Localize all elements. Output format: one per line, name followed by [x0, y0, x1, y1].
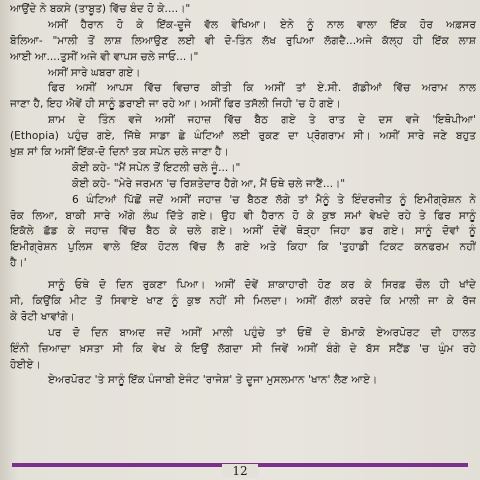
text-line: ਆਉਂਦੇ ਨੇ ਬਕਸੇ (ਤਾਬੂਤ) ਵਿੱਚ ਬੰਦ ਹੋ ਕੇ....।" [10, 3, 191, 15]
text-line: ਆਈ ਆ....ਤੁਸੀਂ ਅਜੇ ਵੀ ਵਾਪਸ ਚਲੇ ਜਾਓ...।" [10, 50, 199, 63]
text-line: ਹੋਈਏ। [10, 358, 41, 371]
text-line: ਇਕੱਲੇ ਛੱਡ ਕੇ ਜਹਾਜ਼ ਵਿੱਚ ਬੈਠ ਕੇ ਚਲੇ ਗਏ। ਅਸੀਂ ਦੋਵੇਂ ਥੋੜ੍ਹਾ ਜਿਹਾ ਡਰ ਗਏ। ਸਾਨੂੰ ਦੋਵਾਂ ਨੂੰ [10, 225, 476, 238]
text-line: ਏਅਰਪੋਰਟ 'ਤੇ ਸਾਨੂੰ ਇੱਕ ਪੰਜਾਬੀ ਏਜੰਟ 'ਰਾਜੇਸ਼' ਤੇ ਦੂਜਾ ਮੁਸਲਮਾਨ 'ਖਾਨ' ਲੈਣ ਆਏ। [48, 374, 378, 387]
text-line: ਰੋਕ ਲਿਆ, ਬਾਕੀ ਸਾਰੇ ਅੱਗੇ ਲੰਘ ਦਿੱਤੇ ਗਏ। ਉਹ ਵੀ ਹੈਰਾਨ ਹੋ ਕੇ ਕੁਝ ਸਮਾਂ ਵੇਖਦੇ ਰਹੇ ਤੇ ਫਿਰ ਸਾਨੂੰ [10, 209, 476, 222]
text-line: ਸੀ, ਕਿਉਂਕਿ ਮੀਟ ਤੋਂ ਸਿਵਾਏ ਖਾਣ ਨੂੰ ਕੁਝ ਨਹੀਂ ਸੀ ਮਿਲਦਾ। ਅਸੀਂ ਗੱਲਾਂ ਕਰਦੇ ਕਿ ਮਾਲੀ ਜਾ ਕੇ ਰੱਜ [10, 295, 476, 308]
text-line: ਅਸੀਂ ਸਾਰੇ ਘਬਰਾ ਗਏ। [48, 66, 141, 79]
body-text [10, 2, 476, 389]
text-line: ਸਾਨੂੰ ਓਥੇ ਦੋ ਦਿਨ ਰੁਕਣਾ ਪਿਆ। ਅਸੀਂ ਦੋਵੇਂ ਸ਼ਾਕਾਹਾਰੀ ਹੋਣ ਕਰ ਕੇ ਸਿਰਫ਼ ਚੌਲ ਹੀ ਖਾਂਦੇ [48, 279, 476, 292]
text-line: ਬੋਲਿਆ- "ਮਾਲੀ ਤੋਂ ਲਾਸ਼ ਲਿਆਉਣ ਲਈ ਵੀ ਦੋ-ਤਿੰਨ ਲੱਖ ਰੁਪਿਆ ਲੱਗਦੈ...ਅਜੇ ਕੱਲ੍ਹ ਹੀ ਇੱਕ ਲਾਸ਼ [10, 34, 476, 47]
text-line: ਕੋਈ ਕਹੇ- "ਮੈਂ ਸਪੇਨ ਤੋਂ ਇਟਲੀ ਚਲੇ ਜੂੰ...।" [72, 161, 241, 174]
text-line: ਫਿਰ ਅਸੀਂ ਆਪਸ ਵਿੱਚ ਵਿਚਾਰ ਕੀਤੀ ਕਿ ਅਸੀਂ ਤਾਂ ਏ.ਸੀ. ਗੱਡੀਆਂ ਵਿੱਚ ਅਰਾਮ ਨਾਲ [48, 82, 476, 95]
text-line: (Ethopia) ਪਹੁੰਚ ਗਏ, ਜਿੱਥੇ ਸਾਡਾ ਛੇ ਘੰਟਿਆਂ ਲਈ ਰੁਕਣ ਦਾ ਪ੍ਰੋਗਰਾਮ ਸੀ। ਅਸੀਂ ਸਾਰੇ ਜਣੇ ਬਹੁਤ [10, 130, 476, 143]
text-line: ਖ਼ੁਸ਼ ਸਾਂ ਕਿ ਅਸੀਂ ਇੱਕ-ਦੋ ਦਿਨਾਂ ਤਕ ਸਪੇਨ ਚਲੇ ਜਾਣਾ ਹੈ। [10, 146, 229, 159]
text-line: 6 ਘੰਟਿਆਂ ਪਿੱਛੋਂ ਜਦੋਂ ਅਸੀਂ ਜਹਾਜ਼ 'ਚ ਬੈਠਣ ਲੱਗੇ ਤਾਂ ਮੈਨੂੰ ਤੇ ਇੰਦਰਜੀਤ ਨੂੰ ਇਮੀਗ੍ਰੇਸ਼ਨ ਨੇ [72, 193, 476, 206]
text-line: ਇਮੀਗ੍ਰੇਸ਼ਨ ਪੁਲਿਸ ਵਾਲੇ ਇੱਕ ਹੋਟਲ ਵਿੱਚ ਲੈ ਗਏ ਅਤੇ ਕਿਹਾ ਕਿ 'ਤੁਹਾਡੀ ਟਿਕਟ ਕਨਫਰਮ ਨਹੀਂ [10, 241, 476, 254]
text-line: ਕੋਈ ਕਹੇ- "ਮੇਰੇ ਜਰਮਨ 'ਚ ਰਿਸ਼ਤੇਦਾਰ ਹੈਗੇ ਆ, ਮੈਂ ਓਥੇ ਚਲੇ ਜਾਣੈਂ...।" [72, 177, 346, 190]
text-line: ਸ਼ਾਮ ਦੇ ਤਿੰਨ ਵਜੇ ਅਸੀਂ ਜਹਾਜ਼ ਵਿੱਚ ਬੈਠ ਗਏ ਤੇ ਰਾਤ ਦੇ ਦਸ ਵਜੇ 'ਇਥੋਪੀਆ' [48, 114, 476, 127]
page-number [0, 460, 480, 479]
text-line: ਹੈ।' [10, 257, 27, 270]
page-footer [0, 454, 480, 480]
text-line: ਕੇ ਰੋਟੀ ਖਾਵਾਂਗੇ। [10, 310, 75, 323]
text-line: ਪਰ ਦੋ ਦਿਨ ਬਾਅਦ ਜਦੋਂ ਅਸੀਂ ਮਾਲੀ ਪਹੁੰਚੇ ਤਾਂ ਓਥੋਂ ਦੇ ਬੋਮਾਕੋ ਏਅਰਪੋਰਟ ਦੀ ਹਾਲਤ [48, 326, 476, 339]
page-number-label: 12 [222, 464, 257, 478]
text-line: ਇੰਨੀ ਜ਼ਿਆਦਾ ਖ਼ਸਤਾ ਸੀ ਕਿ ਵੇਖ ਕੇ ਇਉਂ ਲੱਗਦਾ ਸੀ ਜਿਵੇਂ ਅਸੀਂ ਬੰਗੇ ਦੇ ਬੱਸ ਸਟੈਂਡ 'ਚ ਘੁੰਮ ਰਹੇ [10, 342, 476, 355]
text-line: ਜਾਣਾ ਹੈ, ਇਹ ਐਵੇਂ ਹੀ ਸਾਨੂੰ ਡਰਾਈ ਜਾ ਰਹੇ ਆ। ਅਸੀਂ ਫਿਰ ਤਸੱਲੀ ਜਿਹੀ 'ਚ ਹੋ ਗਏ। [10, 98, 341, 111]
text-line: ਅਸੀਂ ਹੈਰਾਨ ਹੋ ਕੇ ਇੱਕ-ਦੂਜੇ ਵੱਲ ਵੇਖਿਆ। ਏਨੇ ਨੂੰ ਨਾਲ ਵਾਲਾ ਇੱਕ ਹੋਰ ਅਫ਼ਸਰ [48, 18, 476, 31]
